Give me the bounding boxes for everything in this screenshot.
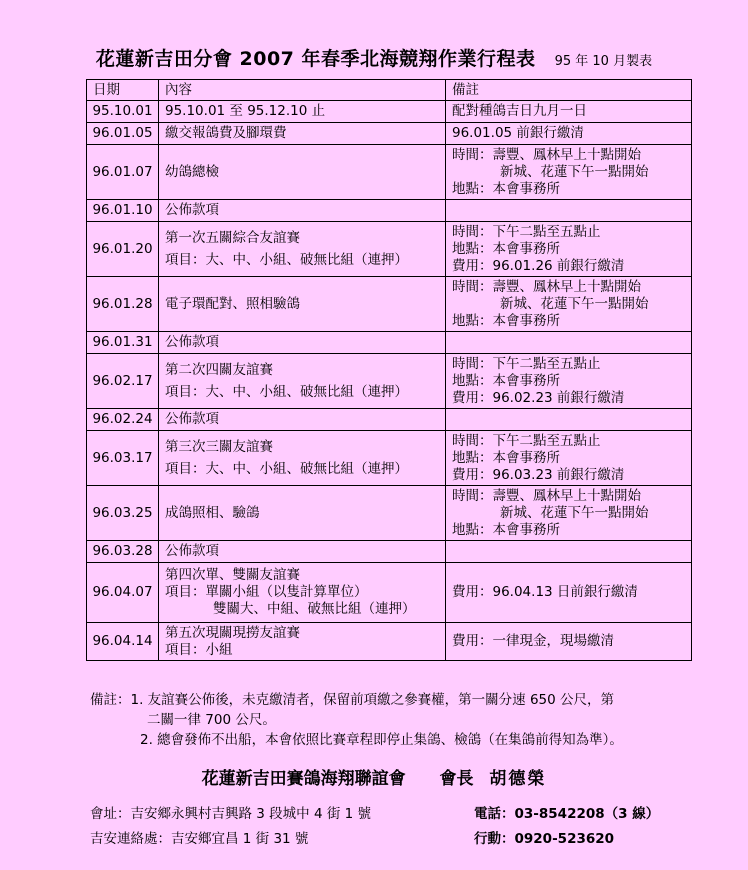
row-content xyxy=(159,409,446,431)
remark-line-1: 備註：1. 友誼賽公佈後，未克繳清者，保留前項繳之參賽權，第一關分速 650 公尺，第 xyxy=(90,692,615,708)
note-line: 地點：本會事務所 xyxy=(452,180,560,197)
content-line: 項目：小組 xyxy=(165,641,233,658)
table-row xyxy=(87,277,692,332)
table-row xyxy=(87,409,692,431)
row-date: 96.01.05 xyxy=(87,123,159,145)
note-line: 時間：壽豐、鳳林早上十點開始 xyxy=(452,278,641,295)
row-content xyxy=(159,145,446,200)
row-note xyxy=(446,277,692,332)
table-row xyxy=(87,563,692,623)
note-line: 費用：96.02.23 前銀行繳清 xyxy=(452,389,625,406)
row-content xyxy=(159,277,446,332)
content-line: 成鴿照相、驗鴿 xyxy=(165,504,260,521)
table-row xyxy=(87,101,692,123)
address: 會址：吉安鄉永興村吉興路 3 段城中 4 街 1 號 xyxy=(90,806,372,822)
page-title: 花蓮新吉田分會 2007 年春季北海競翔作業行程表 xyxy=(95,48,536,70)
content-line: 項目：大、中、小組、破無比組（連押） xyxy=(165,460,408,477)
note-line: 地點：本會事務所 xyxy=(452,372,560,389)
content-line: 公佈款項 xyxy=(165,202,219,218)
row-note xyxy=(446,200,692,222)
note-line: 費用：96.04.13 日前銀行繳清 xyxy=(452,584,638,600)
row-content xyxy=(159,332,446,354)
row-date: 95.10.01 xyxy=(87,101,159,123)
content-line: 繳交報鴿費及腳環費 xyxy=(165,125,287,141)
note-line: 地點：本會事務所 xyxy=(452,312,560,329)
content-line: 項目：單關小組（以隻計算單位） xyxy=(165,584,368,600)
header-note: 備註 xyxy=(446,80,692,101)
row-note xyxy=(446,145,692,200)
table-row xyxy=(87,200,692,222)
chair-label: 會長 xyxy=(439,769,474,789)
row-note xyxy=(446,541,692,563)
row-date: 96.01.31 xyxy=(87,332,159,354)
row-date: 96.01.07 xyxy=(87,145,159,200)
row-content xyxy=(159,431,446,486)
table-row xyxy=(87,486,692,541)
content-line: 公佈款項 xyxy=(165,543,219,559)
row-content xyxy=(159,563,446,623)
schedule-table xyxy=(86,79,692,661)
note-line: 費用：一律現金，現場繳清 xyxy=(452,633,614,649)
row-date: 96.01.28 xyxy=(87,277,159,332)
row-note xyxy=(446,101,692,123)
content-line: 項目：大、中、小組、破無比組（連押） xyxy=(165,383,408,400)
phone: 電話：03-8542208（3 線） xyxy=(474,806,660,822)
note-line: 地點：本會事務所 xyxy=(452,521,560,538)
note-line: 地點：本會事務所 xyxy=(452,240,560,257)
association-line xyxy=(0,764,748,789)
note-line: 時間：壽豐、鳳林早上十點開始 xyxy=(452,487,641,504)
row-note xyxy=(446,486,692,541)
note-line: 時間：下午二點至五點止 xyxy=(452,355,601,372)
content-line: 第三次三關友誼賽 xyxy=(165,438,273,455)
table-row xyxy=(87,431,692,486)
note-line: 時間：壽豐、鳳林早上十點開始 xyxy=(452,146,641,163)
row-date: 96.03.17 xyxy=(87,431,159,486)
note-line: 新城、花蓮下午一點開始 xyxy=(500,295,649,312)
row-note xyxy=(446,623,692,661)
row-note xyxy=(446,431,692,486)
note-line: 地點：本會事務所 xyxy=(452,449,560,466)
remark-line-2: 2. 總會發佈不出船，本會依照比賽章程即停止集鴿、檢鴿（在集鴿前得知為準）。 xyxy=(140,732,623,748)
row-note xyxy=(446,222,692,277)
note-line: 配對種鴿吉日九月一日 xyxy=(452,103,587,119)
content-line: 電子環配對、照相驗鴿 xyxy=(165,295,300,312)
content-line: 第一次五關綜合友誼賽 xyxy=(165,229,300,246)
row-date: 96.04.07 xyxy=(87,563,159,623)
chair-name: 胡德榮 xyxy=(489,769,547,789)
note-line: 新城、花蓮下午一點開始 xyxy=(500,504,649,521)
content-line: 項目：大、中、小組、破無比組（連押） xyxy=(165,251,408,268)
content-line: 雙關大、中組、破無比組（連押） xyxy=(213,601,416,617)
row-content xyxy=(159,222,446,277)
association-name: 花蓮新吉田賽鴿海翔聯誼會 xyxy=(201,769,406,789)
content-line: 第二次四關友誼賽 xyxy=(165,361,273,378)
note-line: 費用：96.01.26 前銀行繳清 xyxy=(452,257,625,274)
row-date: 96.02.17 xyxy=(87,354,159,409)
row-content xyxy=(159,541,446,563)
row-content xyxy=(159,101,446,123)
title-row xyxy=(0,44,748,71)
content-line: 第四次單、雙關友誼賽 xyxy=(165,567,300,583)
row-content xyxy=(159,486,446,541)
table-header-row xyxy=(87,80,692,101)
row-date: 96.04.14 xyxy=(87,623,159,661)
liaison-address: 吉安連絡處：吉安鄉宜昌 1 街 31 號 xyxy=(90,831,309,847)
row-date: 96.02.24 xyxy=(87,409,159,431)
row-note xyxy=(446,123,692,145)
row-content xyxy=(159,623,446,661)
table-row xyxy=(87,332,692,354)
row-note xyxy=(446,332,692,354)
row-content xyxy=(159,123,446,145)
content-line: 公佈款項 xyxy=(165,411,219,427)
row-content xyxy=(159,354,446,409)
row-date: 96.03.25 xyxy=(87,486,159,541)
row-note xyxy=(446,354,692,409)
remarks xyxy=(90,690,730,750)
row-date: 96.01.20 xyxy=(87,222,159,277)
note-line: 96.01.05 前銀行繳清 xyxy=(452,125,584,141)
row-note xyxy=(446,409,692,431)
table-row xyxy=(87,354,692,409)
note-line: 時間：下午二點至五點止 xyxy=(452,223,601,240)
content-line: 95.10.01 至 95.12.10 止 xyxy=(165,103,326,119)
row-note xyxy=(446,563,692,623)
table-row xyxy=(87,222,692,277)
header-content: 內容 xyxy=(159,80,446,101)
header-date: 日期 xyxy=(87,80,159,101)
remark-line-1-cont: 二關一律 700 公尺。 xyxy=(147,712,276,728)
row-content xyxy=(159,200,446,222)
row-date: 96.01.10 xyxy=(87,200,159,222)
table-row xyxy=(87,623,692,661)
table-row xyxy=(87,541,692,563)
mobile: 行動：0920-523620 xyxy=(474,831,615,847)
table-row xyxy=(87,145,692,200)
note-line: 新城、花蓮下午一點開始 xyxy=(500,163,649,180)
content-line: 幼鴿總檢 xyxy=(165,163,219,180)
note-line: 時間：下午二點至五點止 xyxy=(452,432,601,449)
note-line: 費用：96.03.23 前銀行繳清 xyxy=(452,466,625,483)
content-line: 公佈款項 xyxy=(165,334,219,350)
made-date: 95 年 10 月製表 xyxy=(554,54,653,69)
content-line: 第五次現關現撈友誼賽 xyxy=(165,624,300,641)
table-row xyxy=(87,123,692,145)
row-date: 96.03.28 xyxy=(87,541,159,563)
